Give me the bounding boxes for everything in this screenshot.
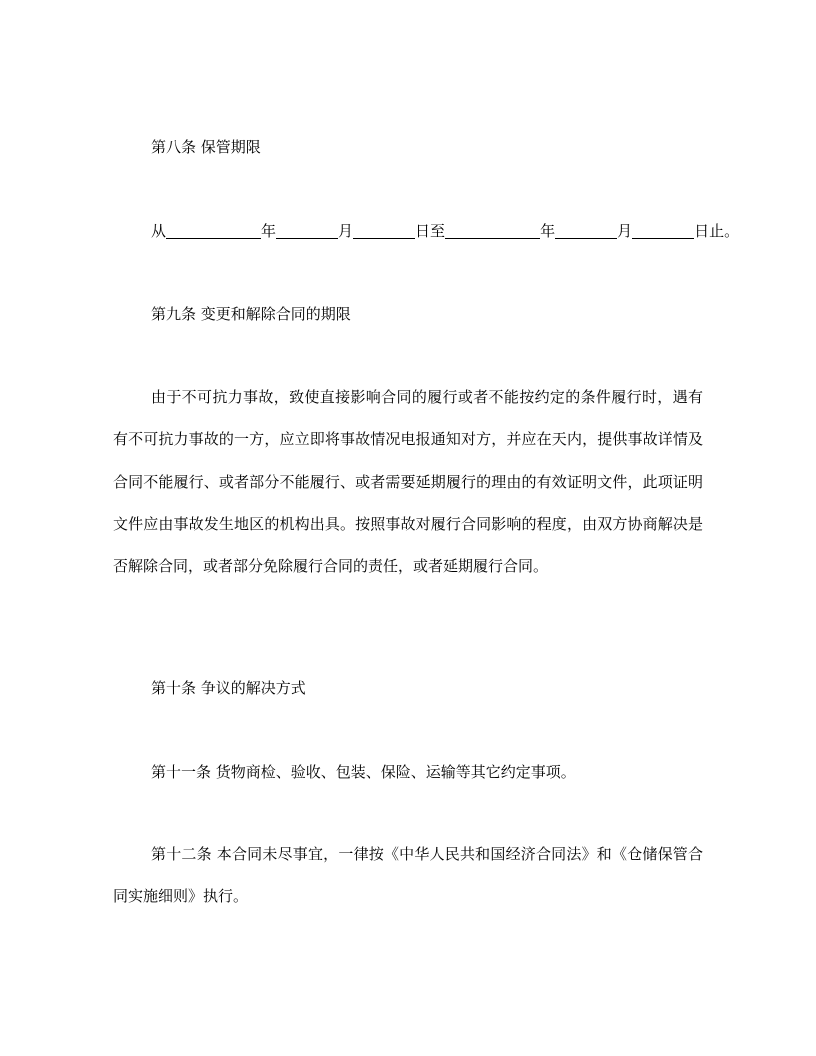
article-12-body: 第十二条 本合同未尽事宜，一律按《中华人民共和国经济合同法》和《仓储保管合同实施细则》执行。 — [113, 845, 703, 906]
article-11-heading: 第十一条 货物商检、验收、包装、保险、运输等其它约定事项。 — [151, 763, 576, 781]
article-10-heading: 第十条 争议的解决方式 — [151, 679, 306, 697]
start-month-blank[interactable] — [276, 222, 338, 239]
article-8-period-line — [113, 220, 741, 242]
day-to-label: 日至 — [415, 222, 446, 240]
end-month-blank[interactable] — [555, 222, 617, 239]
article-9-body: 由于不可抗力事故，致使直接影响合同的履行或者不能按约定的条件履行时，遇有有不可抗力事故的一方，应立即将事故情况电报通知对方，并应在天内，提供事故详情及合同不能履行、或者部分不能履行、或者需要延期履行的理由的有效证明文件，此项证明文件应由事故发生地区的机构出具。按照事故对履行合同影响的程度，由双方协商解决是否解除合同，或者部分免除履行合同的责任，或者延期履行合同。 — [113, 388, 703, 576]
end-day-blank[interactable] — [632, 222, 694, 239]
article-8-heading: 第八条 保管期限 — [151, 138, 261, 156]
year-label: 年 — [540, 222, 556, 240]
start-day-blank[interactable] — [353, 222, 415, 239]
day-end-label: 日止。 — [694, 222, 740, 240]
month-label: 月 — [338, 222, 354, 240]
article-9-heading: 第九条 变更和解除合同的期限 — [151, 305, 351, 323]
end-year-blank[interactable] — [445, 222, 540, 239]
year-label: 年 — [261, 222, 277, 240]
start-year-blank[interactable] — [166, 222, 261, 239]
from-label: 从 — [151, 222, 167, 240]
month-label: 月 — [617, 222, 633, 240]
